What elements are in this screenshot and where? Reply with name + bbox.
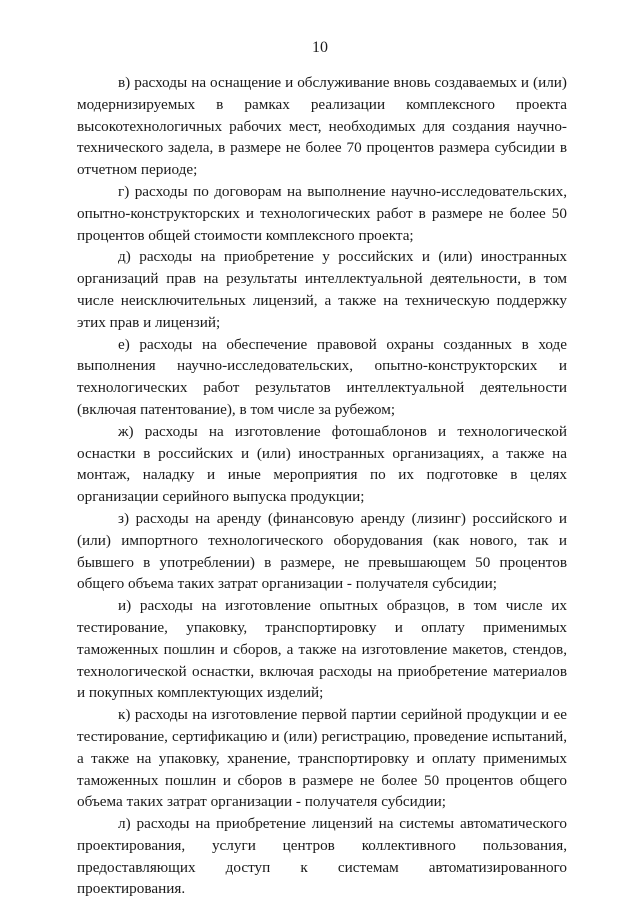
- paragraph-l: л) расходы на приобретение лицензий на системы автоматического проектирования, услуги центров коллективного пользования, предоставляющих доступ к системам автоматизированного проектирования.: [77, 815, 567, 898]
- paragraph-k: к) расходы на изготовление первой партии серийной продукции и ее тестирование, сертификацию и (или) регистрацию, проведение испытаний, а также на упаковку, хранение, транспортировку и оплату применимых таможенных пошлин и сборов в размере не более 50 процентов общего объема таких затрат организации - получателя субсидии;: [77, 706, 567, 811]
- paragraph-e: е) расходы на обеспечение правовой охраны созданных в ходе выполнения научно-исследовательских, опытно-конструкторских и технологических работ результатов интеллектуальной деятельности (включая патентование), в том числе за рубежом;: [77, 335, 567, 418]
- paragraph-v: в) расходы на оснащение и обслуживание вновь создаваемых и (или) модернизируемых в рамках реализации комплексного проекта высокотехнологичных рабочих мест, необходимых для создания научно-технического задела, в размере не более 70 процентов размера субсидии в отчетном периоде;: [77, 74, 567, 179]
- document-body: [77, 72, 567, 900]
- paragraph-g: г) расходы по договорам на выполнение научно-исследовательских, опытно-конструкторских и технологических работ в размере не более 50 процентов общей стоимости комплексного проекта;: [77, 182, 567, 244]
- page-number: 10: [312, 39, 328, 56]
- paragraph-z: з) расходы на аренду (финансовую аренду (лизинг) российского и (или) импортного технологического оборудования (как нового, так и бывшего в употреблении) в размере, не превышающем 50 процентов общего объема таких затрат организации - получателя субсидии;: [77, 509, 567, 593]
- paragraph-zh: ж) расходы на изготовление фотошаблонов и технологической оснастки в российских и (или) иностранных организациях, а также на монтаж, наладку и иные мероприятия по их подготовке в целях организации серийного выпуска продукции;: [77, 422, 567, 506]
- paragraph-i: и) расходы на изготовление опытных образцов, в том числе их тестирование, упаковку, транспортировку и оплату применимых таможенных пошлин и сборов, а также на изготовление макетов, стендов, технологической оснастки, включая расходы на приобретение материалов и покупных комплектующих изделий;: [77, 597, 567, 702]
- paragraph-d: д) расходы на приобретение у российских и (или) иностранных организаций прав на результаты интеллектуальной деятельности, в том числе неисключительных лицензий, а также на техническую поддержку этих прав и лицензий;: [77, 248, 567, 331]
